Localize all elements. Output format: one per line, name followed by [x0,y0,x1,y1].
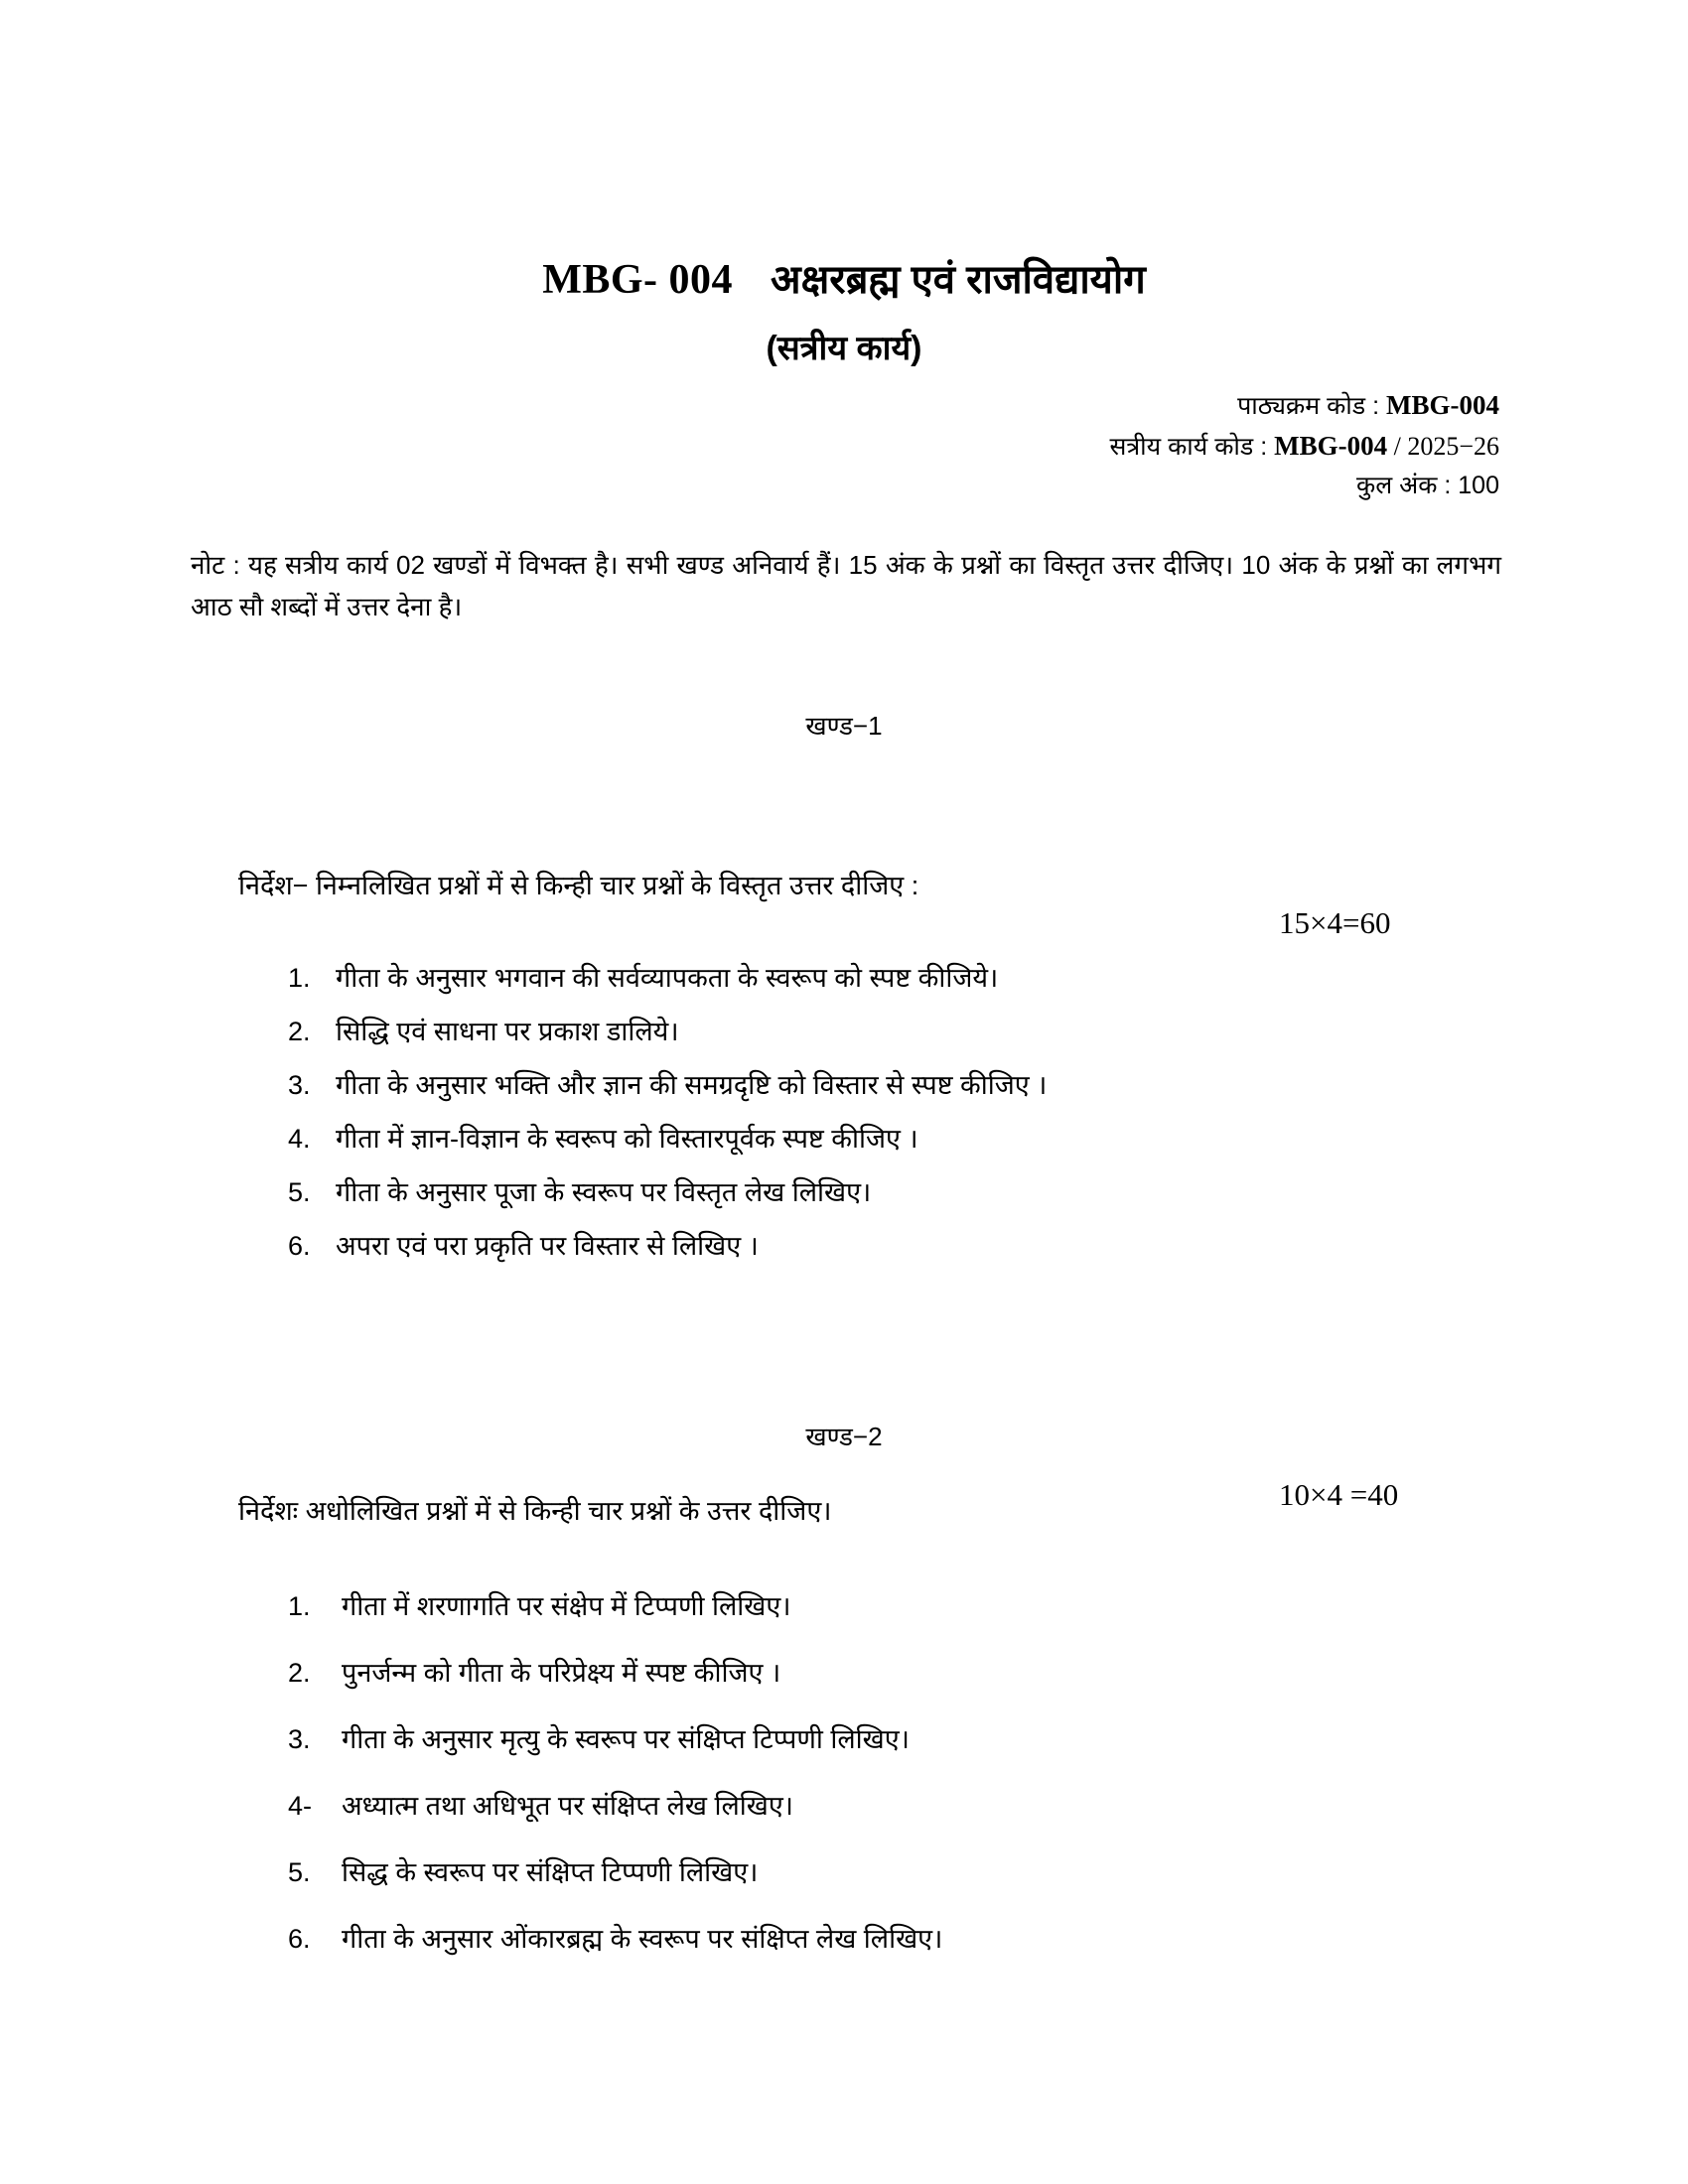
question-number: 4. [288,1124,311,1154]
list-item [288,1172,1047,1209]
list-item [288,1586,942,1623]
course-code-line [1109,385,1499,426]
question-number: 2. [288,1658,311,1688]
question-text: गीता के अनुसार ओंकारब्रह्म के स्वरूप पर संक्षिप्त लेख लिखिए। [342,1924,943,1954]
section-2-question-list [288,1586,942,1985]
list-item [288,1119,1047,1156]
course-name-title: अक्षरब्रह्म एवं राजविद्यायोग [771,258,1146,302]
question-text: सिद्ध के स्वरूप पर संक्षिप्त टिप्पणी लिखिए। [342,1857,759,1887]
section-1-heading: खण्ड−1 [805,711,883,741]
course-code-title: MBG- 004 [542,257,734,303]
question-text: पुनर्जन्म को गीता के परिप्रेक्ष्य में स्पष्ट कीजिए । [342,1658,781,1688]
question-number: 5. [288,1177,311,1207]
section-1-marks: 15×4=60 [1279,905,1391,940]
question-number: 1. [288,1591,311,1621]
question-text: गीता के अनुसार मृत्यु के स्वरूप पर संक्षिप्त टिप्पणी लिखिए। [342,1724,910,1754]
section-2-instruction: निर्देशः अधोलिखित प्रश्नों में से किन्ही चार प्रश्नों के उत्तर दीजिए। [238,1496,832,1526]
question-text: गीता के अनुसार भगवान की सर्वव्यापकता के स्वरूप को स्पष्ट कीजिये। [336,963,999,993]
question-number: 2. [288,1017,311,1046]
list-item [288,958,1047,995]
question-text: अपरा एवं परा प्रकृति पर विस्तार से लिखिए । [336,1231,759,1261]
question-text: गीता के अनुसार पूजा के स्वरूप पर विस्तृत लेख लिखिए। [336,1177,872,1207]
question-number: 4- [288,1791,313,1821]
question-number: 1. [288,963,311,993]
total-marks-value: 100 [1458,472,1499,500]
question-number: 3. [288,1070,311,1100]
page-title [0,250,1688,305]
page-subtitle: (सत्रीय कार्य) [766,330,922,367]
list-item [288,1719,942,1756]
section-2-heading: खण्ड−2 [805,1422,883,1451]
question-text: अध्यात्म तथा अधिभूत पर संक्षिप्त लेख लिखिए। [342,1791,794,1821]
question-number: 6. [288,1924,311,1954]
section-1-instruction: निर्देश− निम्नलिखित प्रश्नों में से किन्ही चार प्रश्नों के विस्तृत उत्तर दीजिए : [238,871,919,900]
list-item [288,1653,942,1690]
list-item [288,1065,1047,1102]
assignment-code-value: MBG-004 [1274,431,1388,462]
question-number: 5. [288,1857,311,1887]
assignment-session: / 2025−26 [1387,432,1499,462]
assignment-meta [1109,385,1499,504]
total-marks-label: कुल अंक : [1356,472,1459,500]
section-1-question-list [288,958,1047,1280]
total-marks-line [1109,467,1499,504]
list-item [288,1786,942,1823]
list-item [288,1852,942,1889]
question-text: गीता में शरणागति पर संक्षेप में टिप्पणी लिखिए। [342,1591,791,1621]
section-2-marks: 10×4 =40 [1279,1477,1399,1512]
question-text: गीता में ज्ञान-विज्ञान के स्वरूप को विस्तारपूर्वक स्पष्ट कीजिए । [336,1124,918,1154]
course-code-label: पाठ्यक्रम कोड : [1237,392,1386,420]
list-item [288,1012,1047,1048]
course-code-value: MBG-004 [1386,390,1499,420]
list-item [288,1919,942,1956]
question-number: 6. [288,1231,311,1261]
list-item [288,1226,1047,1263]
question-number: 3. [288,1724,311,1754]
question-text: सिद्धि एवं साधना पर प्रकाश डालिये। [336,1017,679,1046]
assignment-code-line [1109,426,1499,467]
question-text: गीता के अनुसार भक्ति और ज्ञान की समग्रदृष्टि को विस्तार से स्पष्ट कीजिए । [336,1070,1048,1100]
instructions-note: नोट : यह सत्रीय कार्य 02 खण्डों में विभक्त है। सभी खण्ड अनिवार्य हैं। 15 अंक के प्रश्नों का विस्तृत उत्तर दीजिए। 10 अंक के प्रश्नों का लगभग आठ सौ शब्दों में उत्तर देना है। [191,550,1501,622]
assignment-code-label: सत्रीय कार्य कोड : [1109,433,1275,462]
